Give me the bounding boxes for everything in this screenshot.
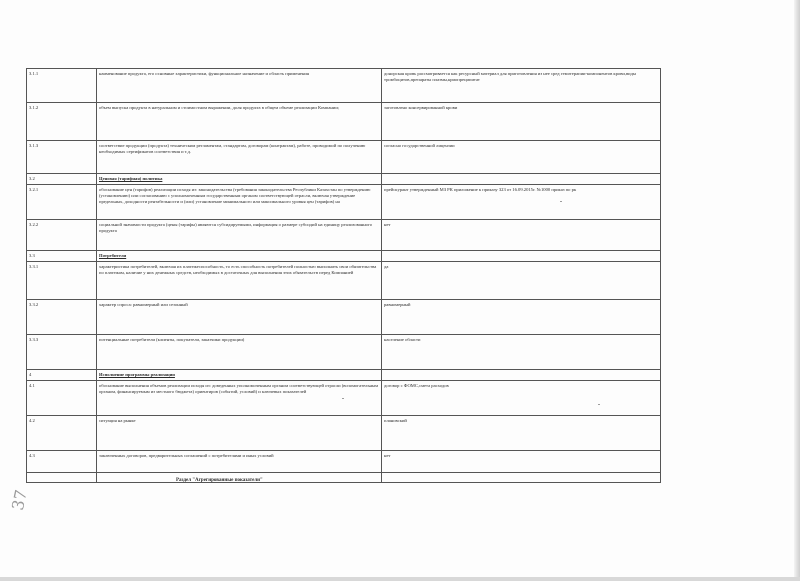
section-footer-title: Раздел "Агрегированные показатели": [176, 478, 263, 483]
row-value: население области: [382, 335, 661, 370]
row-number: 3.2.2: [27, 220, 97, 251]
row-number: 3.3.2: [27, 300, 97, 335]
scan-speck: [560, 201, 562, 202]
scan-speck: [598, 404, 600, 405]
row-description: характеристика потребителей, включая их платежеспособность, то есть способность потребителей полностью выполнить свои обязательства по платежам, наличие у них денежных средств, необходимых в достаточных для выполнения этих обязательств перед Компанией: [97, 262, 382, 300]
row-number: 3.3: [27, 251, 97, 262]
row-value: нет: [382, 451, 661, 483]
handwritten-page-number: 37: [8, 488, 31, 512]
table-row: [27, 300, 661, 335]
row-value: договор с ФОМС,смета расходов: [382, 381, 661, 416]
section-heading: Исполнение программы реализации: [97, 370, 382, 381]
row-number: 4.3: [27, 451, 97, 483]
row-description: наименование продукта, его основные характеристики, функциональное назначение и область применения: [97, 69, 382, 103]
row-value: прейскурант утвержденный МЗ РК приложение к приказу 323 от 16.09.2015г. №1000 приказ по рк: [382, 185, 661, 220]
table-row: [27, 185, 661, 220]
row-value: нет: [382, 220, 661, 251]
table-row: [27, 69, 661, 103]
row-number: 3.3.1: [27, 262, 97, 300]
row-value: донорская кровь рассматривается как ресурсный материал для приготовления из нее сред гемотерапии-компонентов крови,виды тромбоцитов,препараты плазмы,криопреципитат: [382, 69, 661, 103]
row-value: да: [382, 262, 661, 300]
row-number: 3.3.3: [27, 335, 97, 370]
row-description: характер спроса: равномерный или сезонный: [97, 300, 382, 335]
row-number: 4.1: [27, 381, 97, 416]
table-row: [27, 103, 661, 141]
row-description: обоснование выполнения объемов реализации исходя из: доведенных уполномоченным органом соответствующей отрасли (вспомогательным органом, финансируемым из местного бюджета) ориентиров (событий, условий) и ключевых показателей: [97, 381, 382, 416]
row-description: потенциальные потребители (клиенты, покупатели, заказчики продукции): [97, 335, 382, 370]
row-value: заготовлено консервированной крови: [382, 103, 661, 141]
table-row: [27, 416, 661, 451]
table-row: [27, 174, 661, 185]
row-number: 3.2: [27, 174, 97, 185]
row-number: 4.2: [27, 416, 97, 451]
row-number: 4: [27, 370, 97, 381]
row-number: 3.2.1: [27, 185, 97, 220]
scan-speck: [342, 398, 344, 399]
table-row: [27, 335, 661, 370]
section-heading: Потребители: [97, 251, 382, 262]
row-value: согласно государственной лицензии: [382, 141, 661, 174]
business-plan-table: [26, 68, 661, 483]
row-number: 3.1.1: [27, 69, 97, 103]
row-value: плановский: [382, 416, 661, 451]
row-number: 3.1.3: [27, 141, 97, 174]
table-row: [27, 220, 661, 251]
scan-edge: [794, 0, 800, 581]
table-row: [27, 370, 661, 381]
footer-divider: [26, 472, 660, 483]
row-description: социальной значимости продукта (цены (тарифы) являются субсидируемыми, информация о размере субсидий на единицу реализованного продукта: [97, 220, 382, 251]
row-value: [382, 251, 661, 262]
row-value: [382, 174, 661, 185]
row-description: объем выпуска продукта в натуральном и стоимостном выражении, доля продукта в общем объеме реализации Компании;: [97, 103, 382, 141]
table-row: [27, 141, 661, 174]
table-row: [27, 262, 661, 300]
row-description: ситуация на рынке: [97, 416, 382, 451]
row-description: заключенных договоров, предварительных соглашений с потребителями и иных условий: [97, 451, 382, 483]
row-description: соответствие продукции (продукта) техническим регламентам, стандартам, договорам (контрактам), работе, проводимой по получению необходимых сертификатов соответствия и т.д.: [97, 141, 382, 174]
row-value: равномерный: [382, 300, 661, 335]
row-value: [382, 370, 661, 381]
section-heading: Ценовая (тарифная) политика: [97, 174, 382, 185]
table-row: [27, 251, 661, 262]
scan-edge-bottom: [0, 577, 800, 581]
row-number: 3.1.2: [27, 103, 97, 141]
row-description: обоснование цен (тарифов) реализации исходя из: законодательства (требования законодательства Республики Казахстан по утверждению (установлению) или согласованию с уполномоченным государственным органом соответствующей отрасли, включая утверждение предельных, доходности рентабельности и (или) установление минимального или максимального уровня цен (тарифов) на: [97, 185, 382, 220]
